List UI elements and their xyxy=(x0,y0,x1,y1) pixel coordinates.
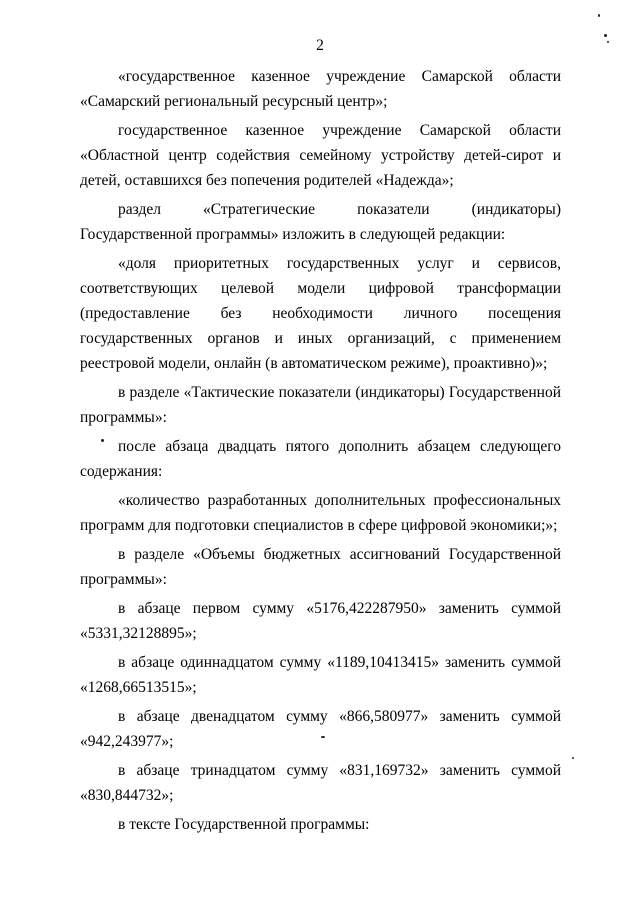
paragraph-share-of-services: «доля приоритетных государственных услуг и сервисов, соответствующих целевой модели цифровой трансформации (предоставление без необходимости личного посещения государственных органов и иных организаций, с применением реестровой модели, онлайн (в автоматическом режиме), проактивно)»; xyxy=(80,255,561,372)
document-body xyxy=(80,64,561,841)
paragraph-budget-volumes: в разделе «Объемы бюджетных ассигнований Государственной программы»: xyxy=(80,546,561,588)
paragraph-institution-resource-center: «государственное казенное учреждение Самарской области «Самарский региональный ресурсный центр»; xyxy=(80,68,561,110)
scan-speck xyxy=(101,439,104,442)
paragraph-tactical-indicators: в разделе «Тактические показатели (индикаторы) Государственной программы»: xyxy=(80,384,561,426)
paragraph-number-of-programs: «количество разработанных дополнительных профессиональных программ для подготовки специалистов в сфере цифровой экономики;»; xyxy=(80,492,561,534)
paragraph-program-text: в тексте Государственной программы: xyxy=(118,816,370,833)
paragraph-eleventh-sum: в абзаце одиннадцатом сумму «1189,10413415» заменить суммой «1268,66513515»; xyxy=(80,654,561,696)
paragraph-twelfth-sum: в абзаце двенадцатом сумму «866,580977» заменить суммой «942,243977»; xyxy=(80,708,561,750)
scan-speck xyxy=(607,41,609,43)
scan-speck xyxy=(572,757,574,759)
paragraph-institution-nadezhda: государственное казенное учреждение Самарской области «Областной центр содействия семейному устройству детей-сирот и детей, оставшихся без попечения родителей «Надежда»; xyxy=(80,122,561,189)
scan-speck xyxy=(598,14,600,17)
page-number: 2 xyxy=(316,37,324,54)
scan-speck xyxy=(321,736,325,738)
paragraph-thirteenth-sum: в абзаце тринадцатом сумму «831,169732» заменить суммой «830,844732»; xyxy=(80,762,561,804)
scan-speck xyxy=(604,34,607,37)
paragraph-after-25th: после абзаца двадцать пятого дополнить абзацем следующего содержания: xyxy=(80,438,561,480)
paragraph-first-sum: в абзаце первом сумму «5176,422287950» заменить суммой «5331,32128895»; xyxy=(80,600,561,642)
paragraph-strategic-indicators: раздел «Стратегические показатели (индикаторы) Государственной программы» изложить в следующей редакции: xyxy=(80,201,561,243)
